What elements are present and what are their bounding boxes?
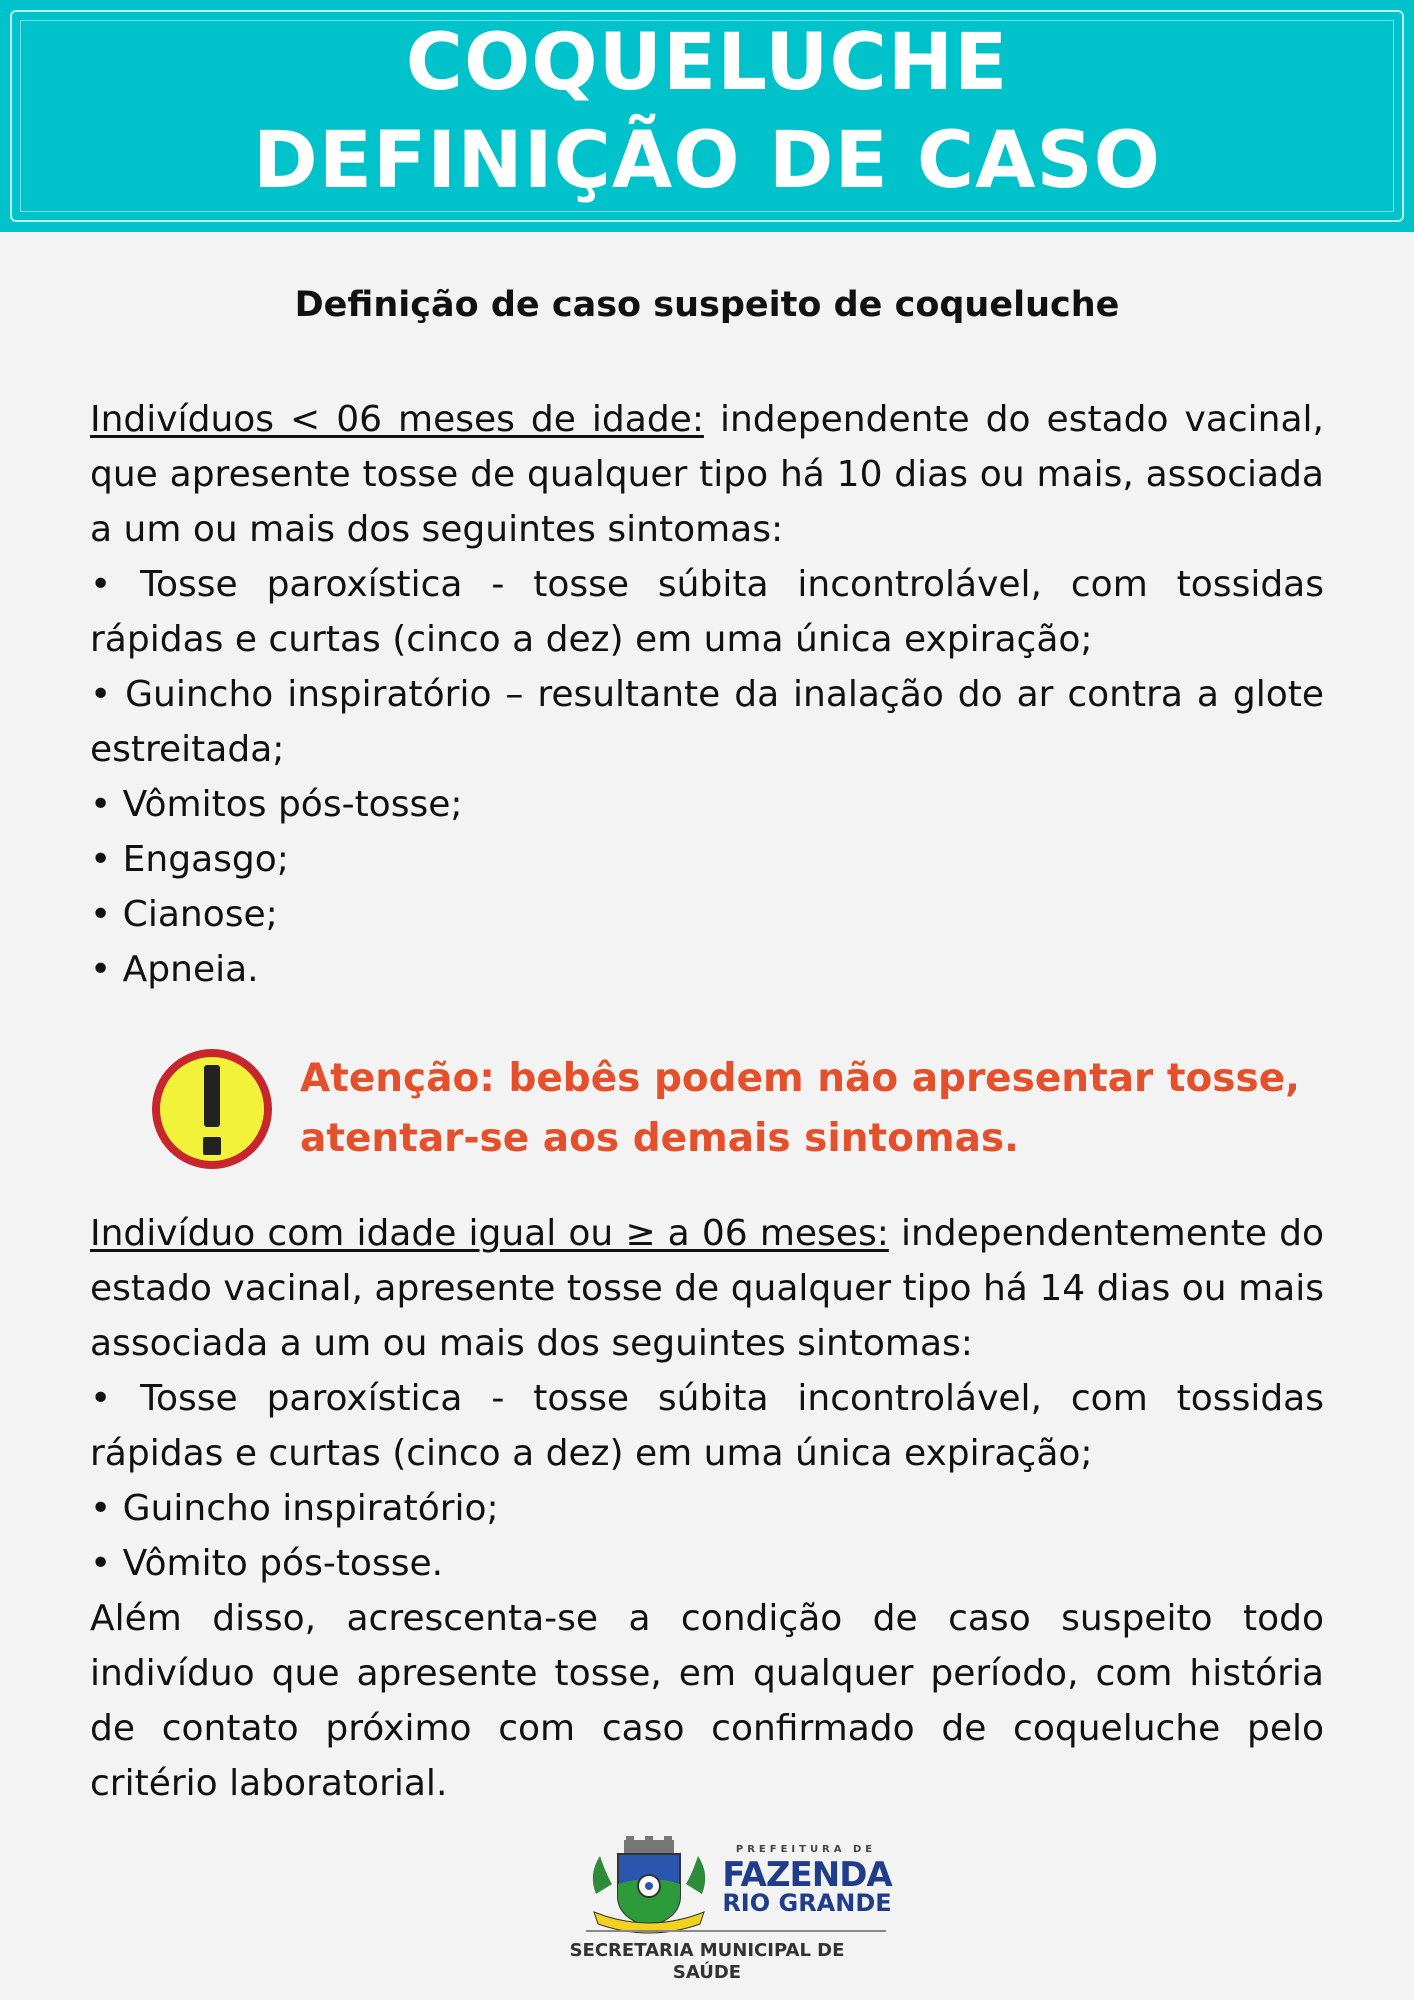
city-name-line-1: FAZENDA <box>722 1855 892 1895</box>
list-item: • Engasgo; <box>90 839 289 880</box>
list-item: • Guincho inspiratório – resultante da inalação do ar contra a glote estreitada; <box>90 674 1324 770</box>
city-name-line-2: RIO GRANDE <box>722 1889 892 1917</box>
city-logo <box>586 1826 892 1936</box>
attention-text <box>300 1049 1340 1169</box>
title-line-1: COQUELUCHE <box>405 18 1009 108</box>
section-under-6-months <box>90 392 1324 997</box>
header-banner <box>0 0 1414 232</box>
page-title <box>0 14 1414 210</box>
section1-heading: Indivíduos < 06 meses de idade: <box>90 399 704 440</box>
prefeitura-label: PREFEITURA DE <box>735 1844 877 1855</box>
section-subtitle: Definição de caso suspeito de coqueluche <box>294 285 1120 325</box>
department-line-2: SAÚDE <box>672 1962 742 1983</box>
section2-intro <box>90 1206 1324 1371</box>
closing-paragraph: Além disso, acrescenta-se a condição de caso suspeito todo indivíduo que apresente tosse, em qualquer período, com história de contato próximo com caso confirmado de coqueluche pelo critério laboratorial. <box>90 1598 1324 1804</box>
section1-intro-text: independente do estado vacinal, que apresente tosse de qualquer tipo há 10 dias ou mais, associada a um ou mais dos seguintes sintomas: <box>90 399 1324 550</box>
list-item: • Vômito pós-tosse. <box>90 1543 444 1584</box>
section2-intro-text: independentemente do estado vacinal, apresente tosse de qualquer tipo há 14 dias ou mais associada a um ou mais dos seguintes sintomas: <box>90 1213 1324 1364</box>
exclamation-warning-icon <box>148 1045 276 1173</box>
list-item: • Apneia. <box>90 949 259 990</box>
department-name <box>507 1940 907 1984</box>
list-item: • Vômitos pós-tosse; <box>90 784 463 825</box>
section-6-months-or-more <box>90 1206 1324 1811</box>
footer-divider <box>586 1930 886 1932</box>
city-coat-of-arms-icon <box>586 1834 712 1934</box>
section2-heading: Indivíduo com idade igual ou ≥ a 06 meses: <box>90 1213 889 1254</box>
list-item: • Guincho inspiratório; <box>90 1488 499 1529</box>
department-line-1: SECRETARIA MUNICIPAL DE <box>569 1940 845 1961</box>
section1-intro <box>90 392 1324 557</box>
attention-line-2: atentar-se aos demais sintomas. <box>300 1116 1019 1161</box>
attention-line-1: Atenção: bebês podem não apresentar tosse, <box>300 1056 1300 1101</box>
list-item: • Tosse paroxística - tosse súbita incontrolável, com tossidas rápidas e curtas (cinco a dez) em uma única expiração; <box>90 1378 1324 1474</box>
list-item: • Cianose; <box>90 894 278 935</box>
list-item: • Tosse paroxística - tosse súbita incontrolável, com tossidas rápidas e curtas (cinco a dez) em uma única expiração; <box>90 564 1324 660</box>
attention-callout <box>148 1045 1338 1185</box>
title-line-2: DEFINIÇÃO DE CASO <box>253 116 1161 206</box>
